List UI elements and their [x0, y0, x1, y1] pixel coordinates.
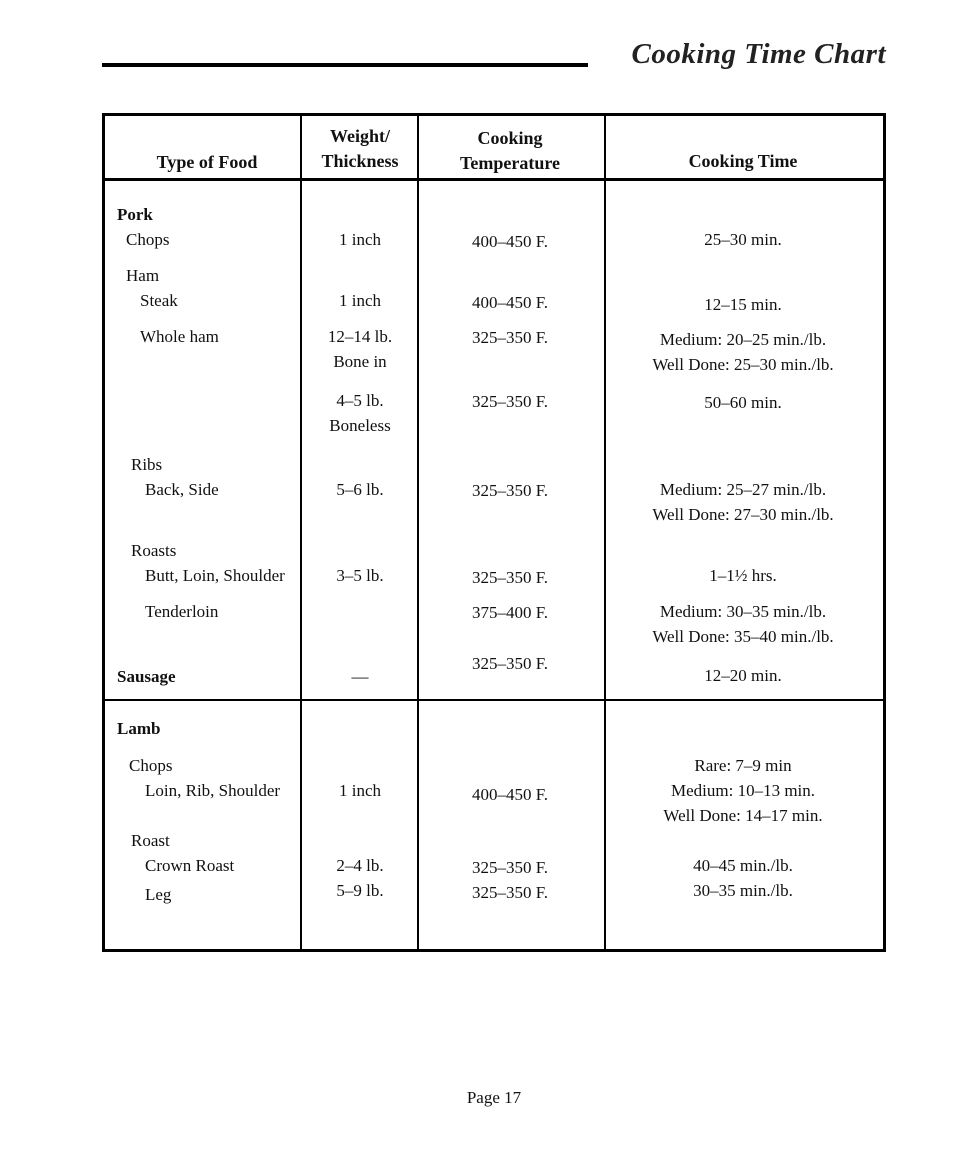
food-name: Tenderloin	[145, 602, 219, 621]
weight-note: Boneless	[329, 416, 391, 435]
weight-cell: 1 inch	[338, 291, 382, 310]
header-cooking: Cooking	[477, 128, 543, 148]
header-temperature: Temperature	[460, 153, 560, 173]
food-name: Whole ham	[140, 327, 219, 346]
column-divider	[300, 116, 302, 949]
food-name: Chops	[126, 230, 170, 249]
food-name: Sausage	[117, 667, 176, 686]
weight-cell: 2–4 lb.	[336, 856, 384, 875]
weight-cell: —	[351, 667, 369, 686]
time-cell: Well Done: 14–17 min.	[663, 806, 823, 825]
food-name: Ribs	[131, 455, 163, 474]
time-cell: Well Done: 27–30 min./lb.	[652, 505, 834, 524]
section-divider	[105, 699, 883, 701]
page-title: Cooking Time Chart	[631, 38, 886, 70]
weight-note: Bone in	[333, 352, 387, 371]
weight-cell: 3–5 lb.	[336, 566, 384, 585]
time-cell: 12–15 min.	[704, 295, 782, 314]
header-thickness: Thickness	[321, 151, 399, 171]
temp-cell: 325–350 F.	[471, 654, 549, 673]
temp-cell: 375–400 F.	[471, 603, 549, 622]
temp-cell: 325–350 F.	[471, 328, 549, 347]
time-cell: Well Done: 35–40 min./lb.	[652, 627, 834, 646]
header-divider	[105, 178, 883, 181]
temp-cell: 325–350 F.	[471, 858, 549, 877]
header-type-of-food: Type of Food	[156, 152, 258, 172]
food-name: Back, Side	[145, 480, 219, 499]
temp-cell: 400–450 F.	[471, 785, 549, 804]
food-name: Chops	[129, 756, 173, 775]
time-cell: Well Done: 25–30 min./lb.	[652, 355, 834, 374]
column-divider	[604, 116, 606, 949]
column-divider	[417, 116, 419, 949]
time-cell: 25–30 min.	[704, 230, 782, 249]
weight-cell: 12–14 lb.	[327, 327, 393, 346]
time-cell: 30–35 min./lb.	[693, 881, 793, 900]
temp-cell: 325–350 F.	[471, 883, 549, 902]
time-cell: Medium: 10–13 min.	[670, 781, 816, 800]
time-cell: 50–60 min.	[704, 393, 782, 412]
page-number: Page 17	[466, 1088, 522, 1107]
time-cell: Medium: 30–35 min./lb.	[659, 602, 827, 621]
food-name: Roasts	[131, 541, 177, 560]
temp-cell: 325–350 F.	[471, 392, 549, 411]
section-lamb: Lamb	[117, 719, 161, 738]
time-cell: 1–1½ hrs.	[709, 566, 777, 585]
time-cell: 40–45 min./lb.	[693, 856, 793, 875]
header-weight: Weight/	[329, 126, 391, 146]
weight-cell: 1 inch	[338, 781, 382, 800]
temp-cell: 400–450 F.	[471, 232, 549, 251]
temp-cell: 325–350 F.	[471, 481, 549, 500]
time-cell: Medium: 20–25 min./lb.	[659, 330, 827, 349]
weight-cell: 1 inch	[338, 230, 382, 249]
food-name: Butt, Loin, Shoulder	[145, 566, 285, 585]
weight-cell: 4–5 lb.	[336, 391, 384, 410]
header-rule	[102, 63, 588, 67]
temp-cell: 400–450 F.	[471, 293, 549, 312]
food-name: Loin, Rib, Shoulder	[145, 781, 281, 800]
food-name: Steak	[140, 291, 178, 310]
weight-cell: 5–6 lb.	[336, 480, 384, 499]
time-cell: Rare: 7–9 min	[694, 756, 792, 775]
weight-cell: 5–9 lb.	[336, 881, 384, 900]
food-name: Leg	[145, 885, 172, 904]
header-cooking-time: Cooking Time	[688, 151, 798, 171]
time-cell: Medium: 25–27 min./lb.	[659, 480, 827, 499]
section-pork: Pork	[117, 205, 153, 224]
food-name: Crown Roast	[145, 856, 235, 875]
cooking-time-table	[102, 113, 886, 952]
food-name: Ham	[126, 266, 160, 285]
time-cell: 12–20 min.	[704, 666, 782, 685]
temp-cell: 325–350 F.	[471, 568, 549, 587]
food-name: Roast	[131, 831, 170, 850]
